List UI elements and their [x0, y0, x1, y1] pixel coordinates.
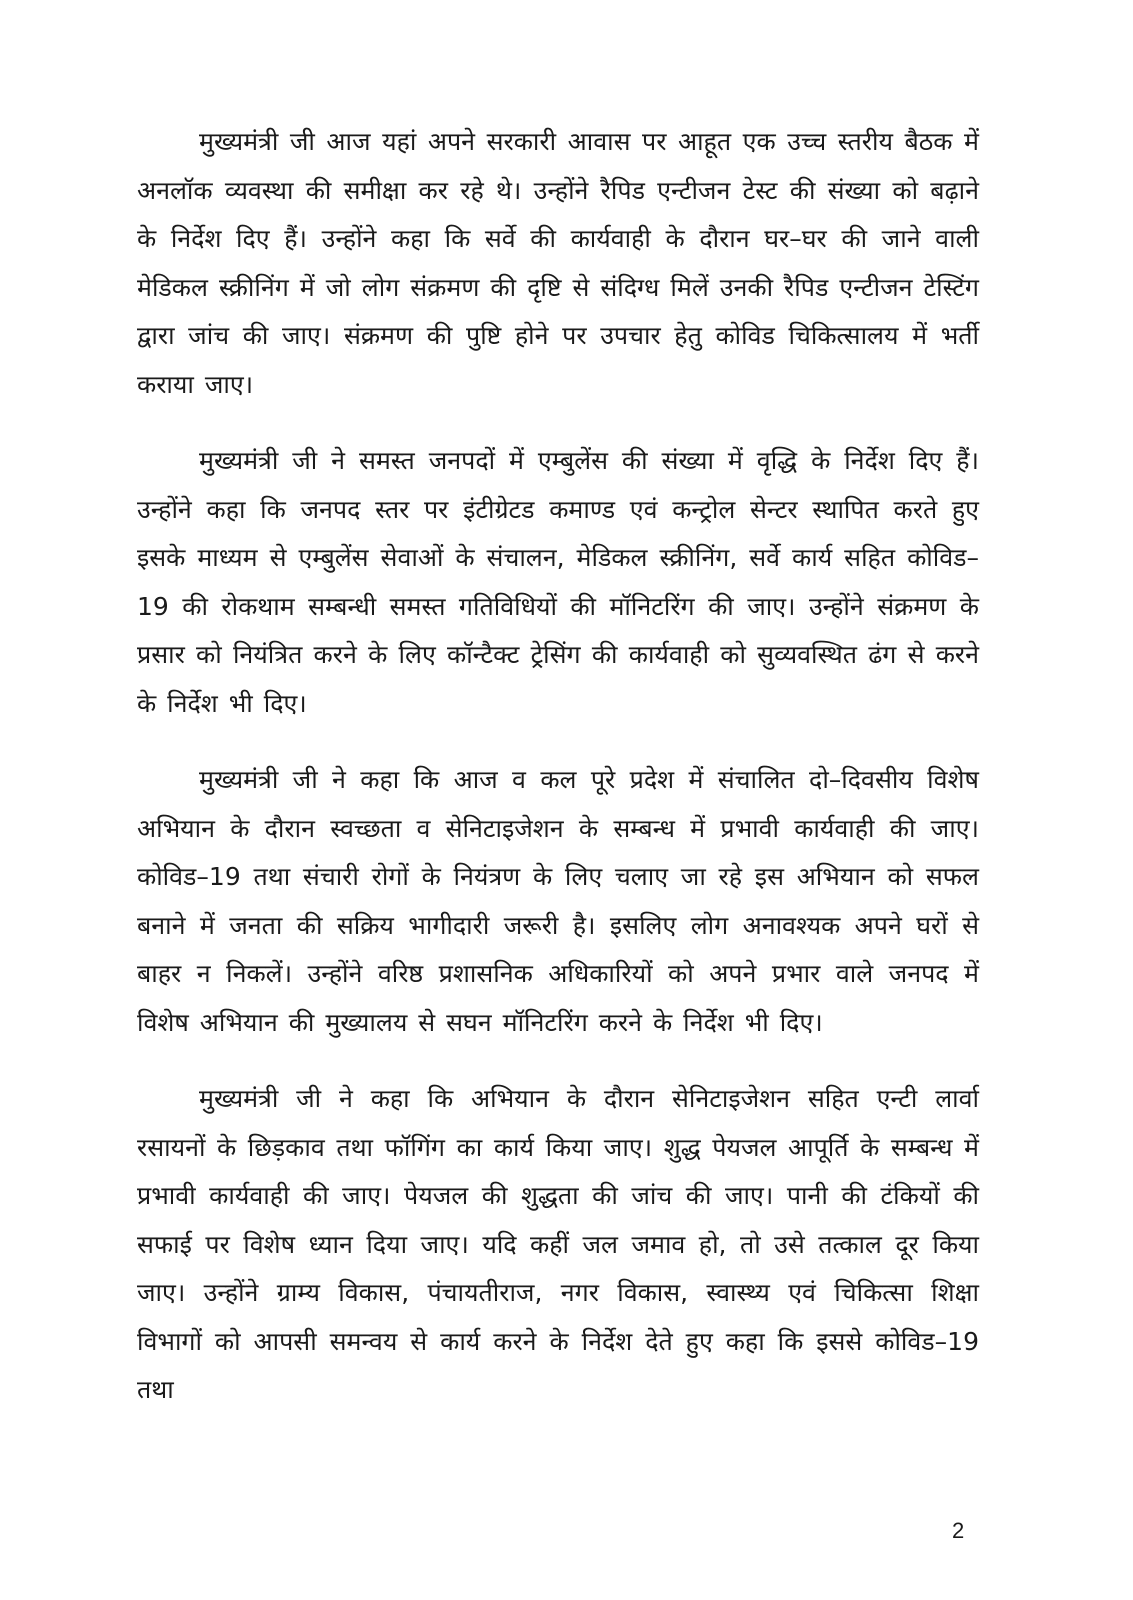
paragraph-1: मुख्यमंत्री जी आज यहां अपने सरकारी आवास पर आहूत एक उच्च स्तरीय बैठक में अनलॉक व्यवस्था की समीक्षा कर रहे थे। उन्होंने रैपिड एन्टीजन टेस्ट की संख्या को बढ़ाने के निर्देश दिए हैं। उन्होंने कहा कि सर्वे की कार्यवाही के दौरान घर–घर की जाने वाली मेडिकल स्क्रीनिंग में जो लोग संक्रमण की दृष्टि से संदिग्ध मिलें उनकी रैपिड एन्टीजन टेस्टिंग द्वारा जांच की जाए। संक्रमण की पुष्टि होने पर उपचार हेतु कोविड चिकित्सालय में भर्ती कराया जाए।	[137, 127, 979, 399]
paragraph-2: मुख्यमंत्री जी ने समस्त जनपदों में एम्बुलेंस की संख्या में वृद्धि के निर्देश दिए हैं। उन्होंने कहा कि जनपद स्तर पर इंटीग्रेटड कमाण्ड एवं कन्ट्रोल सेन्टर स्थापित करते हुए इसके माध्यम से एम्बुलेंस सेवाओं के संचालन, मेडिकल स्क्रीनिंग, सर्वे कार्य सहित कोविड–19 की रोकथाम सम्बन्धी समस्त गतिविधियों की मॉनिटरिंग की जाए। उन्होंने संक्रमण के प्रसार को नियंत्रित करने के लिए कॉन्टैक्ट ट्रेसिंग की कार्यवाही को सुव्यवस्थित ढंग से करने के निर्देश भी दिए।	[137, 446, 979, 718]
paragraph-4: मुख्यमंत्री जी ने कहा कि अभियान के दौरान सेनिटाइजेशन सहित एन्टी लार्वा रसायनों के छिड़काव तथा फॉगिंग का कार्य किया जाए। शुद्ध पेयजल आपूर्ति के सम्बन्ध में प्रभावी कार्यवाही की जाए। पेयजल की शुद्धता की जांच की जाए। पानी की टंकियों की सफाई पर विशेष ध्यान दिया जाए। यदि कहीं जल जमाव हो, तो उसे तत्काल दूर किया जाए। उन्होंने ग्राम्य विकास, पंचायतीराज, नगर विकास, स्वास्थ्य एवं चिकित्सा शिक्षा विभागों को आपसी समन्वय से कार्य करने के निर्देश देते हुए कहा कि इससे कोविड–19 तथा	[137, 1084, 979, 1404]
paragraph-3: मुख्यमंत्री जी ने कहा कि आज व कल पूरे प्रदेश में संचालित दो–दिवसीय विशेष अभियान के दौरान स्वच्छता व सेनिटाइजेशन के सम्बन्ध में प्रभावी कार्यवाही की जाए। कोविड–19 तथा संचारी रोगों के नियंत्रण के लिए चलाए जा रहे इस अभियान को सफल बनाने में जनता की सक्रिय भागीदारी जरूरी है। इसलिए लोग अनावश्यक अपने घरों से बाहर न निकलें। उन्होंने वरिष्ठ प्रशासनिक अधिकारियों को अपने प्रभार वाले जनपद में विशेष अभियान की मुख्यालय से सघन मॉनिटरिंग करने के निर्देश भी दिए।	[137, 765, 979, 1037]
page-number: 2	[952, 1518, 965, 1543]
document-body	[137, 118, 979, 1443]
